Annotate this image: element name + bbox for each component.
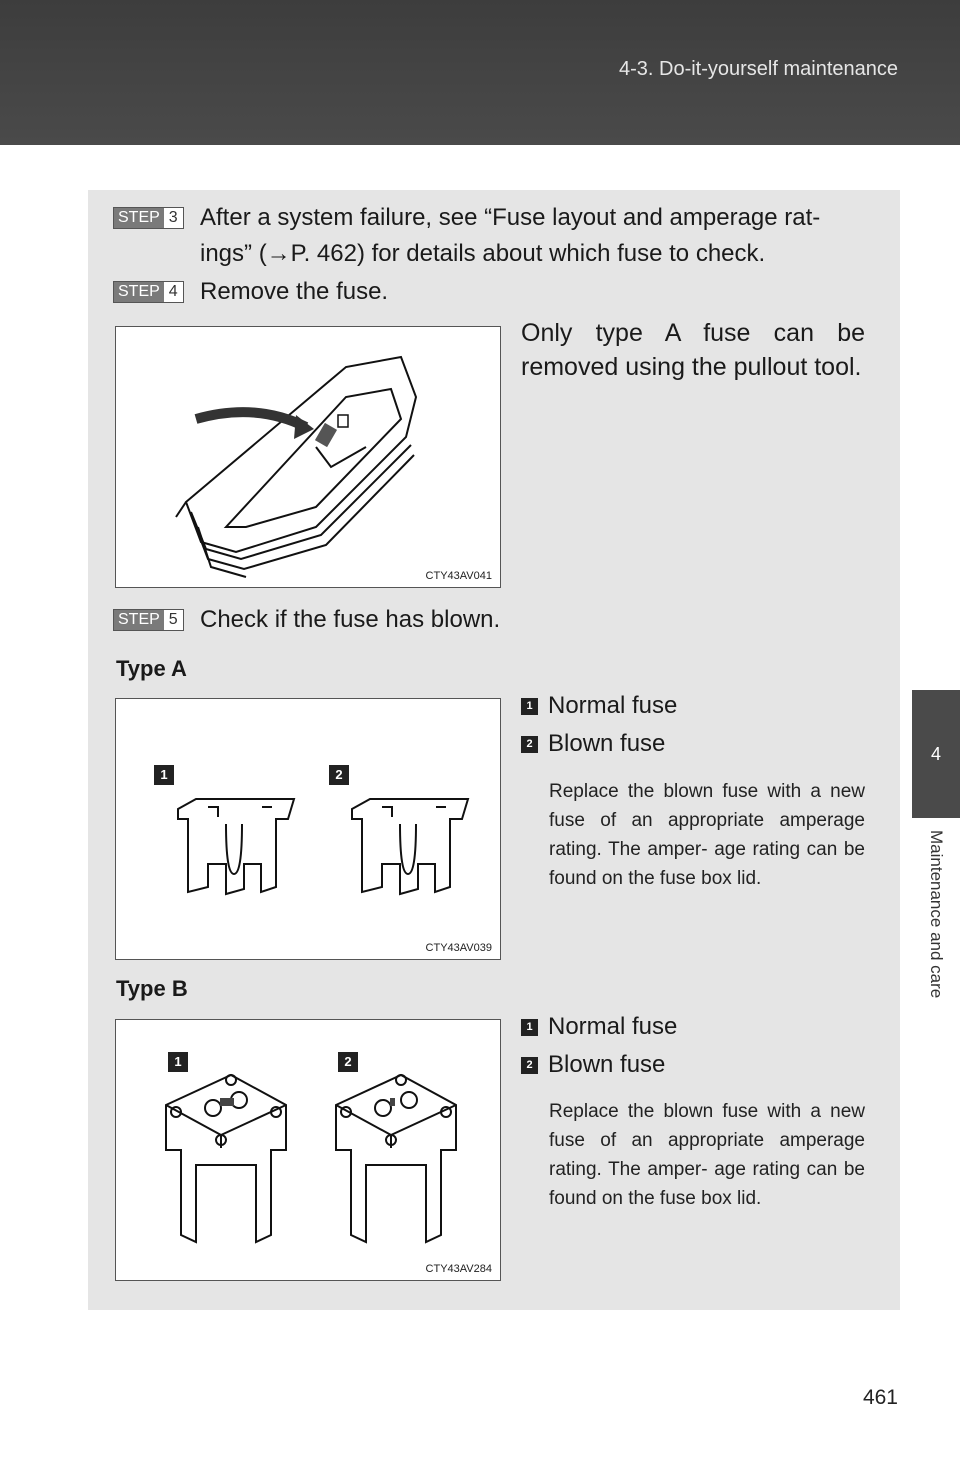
- type-b-note: Replace the blown fuse with a new fuse of an appropriate amperage rating. The amper- age rating can be found on the fuse box lid.: [549, 1101, 865, 1209]
- type-a-figure: [115, 698, 501, 960]
- item-badge: 2: [521, 736, 538, 753]
- type-a-note: Replace the blown fuse with a new fuse of an appropriate amperage rating. The amper- age rating can be found on the fuse box lid.: [549, 781, 865, 889]
- step-number: 3: [164, 208, 183, 228]
- type-b-heading: Type B: [116, 976, 188, 1001]
- figure-badge-1: 1: [168, 1052, 188, 1072]
- type-a-item-normal: [521, 692, 677, 720]
- type-b-figure: [115, 1019, 501, 1281]
- step-3-text: After a system failure, see “Fuse layout and amperage rat-: [200, 204, 821, 231]
- type-a-heading: Type A: [116, 656, 187, 681]
- step-word: STEP: [114, 610, 164, 630]
- item-label: Blown fuse: [548, 730, 666, 757]
- fuse-box-figure: [115, 326, 501, 588]
- pullout-note: Only type A fuse can be removed using the pullout tool.: [521, 319, 865, 381]
- type-b-item-normal: [521, 1013, 677, 1041]
- step-5-text: Check if the fuse has blown.: [200, 606, 501, 633]
- figure-badge-1: 1: [154, 765, 174, 785]
- step-4-text: Remove the fuse.: [200, 278, 389, 305]
- figure-code: CTY43AV041: [425, 570, 492, 582]
- type-a-fuse-illustration: [116, 699, 500, 959]
- figure-code: CTY43AV039: [425, 942, 492, 954]
- step-4-badge: [113, 281, 184, 303]
- step-word: STEP: [114, 208, 164, 228]
- step-3-badge: [113, 207, 184, 229]
- step-number: 5: [164, 610, 183, 630]
- item-label: Normal fuse: [548, 1013, 678, 1040]
- figure-badge-2: 2: [338, 1052, 358, 1072]
- figure-badge-2: 2: [329, 765, 349, 785]
- figure-code: CTY43AV284: [425, 1263, 492, 1275]
- step-word: STEP: [114, 282, 164, 302]
- item-badge: 1: [521, 698, 538, 715]
- item-badge: 2: [521, 1057, 538, 1074]
- step-number: 4: [164, 282, 183, 302]
- item-label: Blown fuse: [548, 1051, 666, 1078]
- page-number: 461: [862, 1386, 898, 1409]
- chapter-tab: 4: [912, 690, 960, 818]
- type-b-item-blown: [521, 1051, 665, 1079]
- item-badge: 1: [521, 1019, 538, 1036]
- page-header: [0, 0, 960, 145]
- chapter-label: Maintenance and care: [927, 830, 946, 999]
- type-b-fuse-illustration: [116, 1020, 500, 1280]
- section-title: 4-3. Do-it-yourself maintenance: [618, 58, 898, 80]
- step-3-text-line2: ings” (→P. 462) for details about which fuse to check.: [200, 240, 766, 267]
- fuse-box-illustration: [116, 327, 500, 587]
- step-5-badge: [113, 609, 184, 631]
- item-label: Normal fuse: [548, 692, 678, 719]
- type-a-item-blown: [521, 730, 665, 758]
